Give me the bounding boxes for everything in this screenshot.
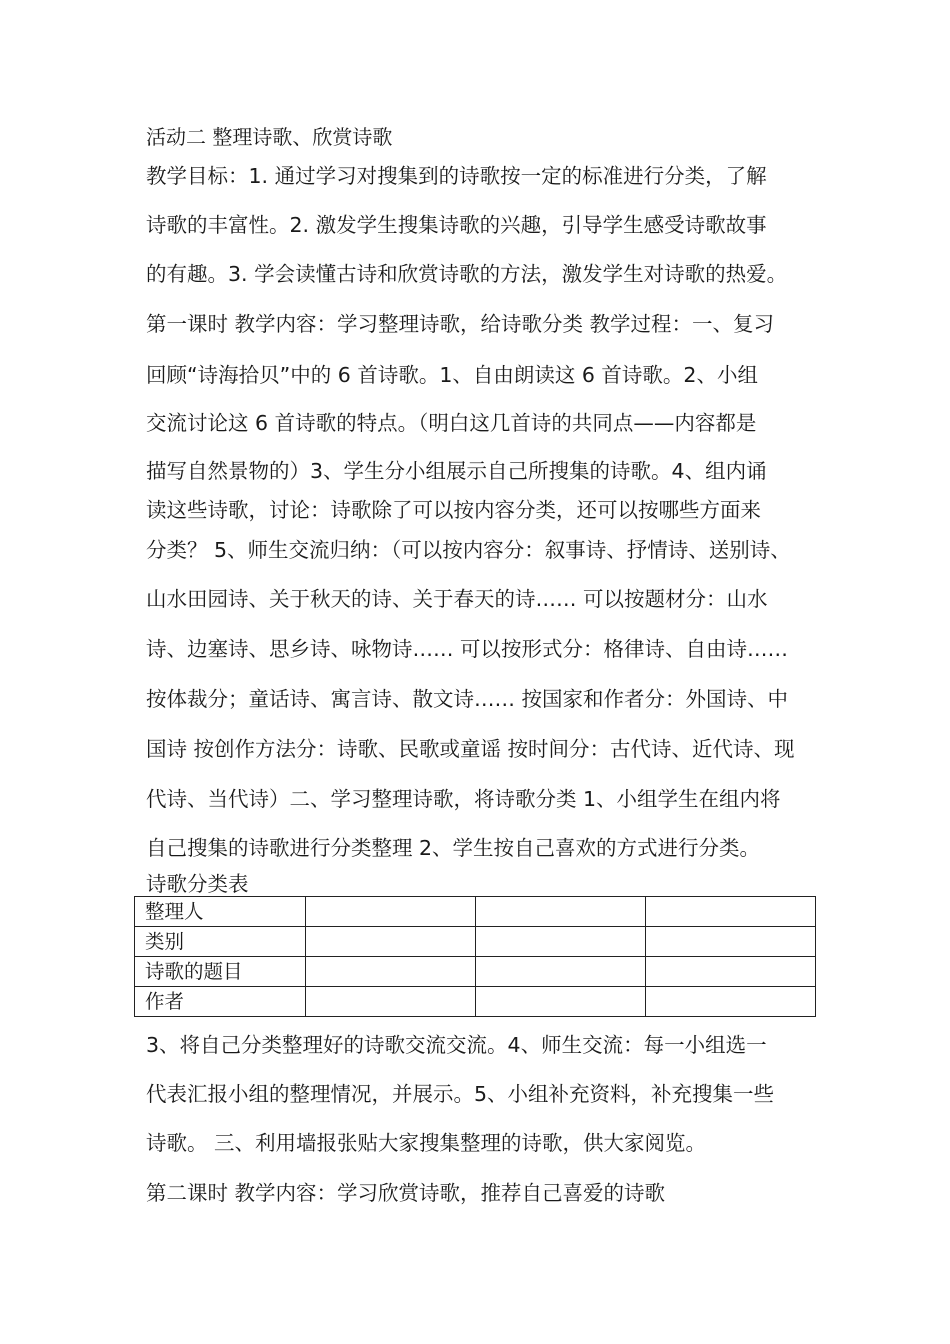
body-line: 诗歌。 三、利用墙报张贴大家搜集整理的诗歌，供大家阅览。	[146, 1131, 707, 1155]
body-line: 诗歌的丰富性。2. 激发学生搜集诗歌的兴趣，引导学生感受诗歌故事	[146, 213, 767, 237]
table-cell	[306, 987, 476, 1017]
body-line: 读这些诗歌，讨论：诗歌除了可以按内容分类，还可以按哪些方面来	[146, 498, 761, 522]
table-cell	[306, 897, 476, 927]
body-line: 回顾“诗海拾贝”中的 6 首诗歌。1、自由朗读这 6 首诗歌。2、小组	[146, 363, 758, 387]
body-line: 山水田园诗、关于秋天的诗、关于春天的诗…… 可以按题材分：山水	[146, 587, 768, 611]
table-cell	[306, 957, 476, 987]
poem-classification-table	[134, 896, 816, 1017]
body-line: 第二课时 教学内容：学习欣赏诗歌，推荐自己喜爱的诗歌	[146, 1181, 666, 1205]
table-row-header: 整理人	[135, 897, 306, 927]
table-cell	[476, 927, 646, 957]
body-line: 按体裁分；童话诗、寓言诗、散文诗…… 按国家和作者分：外国诗、中	[146, 687, 789, 711]
body-line: 教学目标：1. 通过学习对搜集到的诗歌按一定的标准进行分类，了解	[146, 164, 767, 188]
table-cell	[476, 987, 646, 1017]
body-line: 代表汇报小组的整理情况，并展示。5、小组补充资料，补充搜集一些	[146, 1082, 775, 1106]
table-cell	[646, 927, 816, 957]
body-line: 国诗 按创作方法分：诗歌、民歌或童谣 按时间分：古代诗、近代诗、现	[146, 737, 795, 761]
body-line: 3、将自己分类整理好的诗歌交流交流。4、师生交流：每一小组选一	[146, 1033, 767, 1057]
body-line: 代诗、当代诗）二、学习整理诗歌，将诗歌分类 1、小组学生在组内将	[146, 787, 781, 811]
body-line: 分类？ 5、师生交流归纳：（可以按内容分：叙事诗、抒情诗、送别诗、	[146, 538, 791, 562]
table-cell	[476, 957, 646, 987]
body-line: 第一课时 教学内容：学习整理诗歌，给诗歌分类 教学过程：一、复习	[146, 312, 775, 336]
body-line: 自己搜集的诗歌进行分类整理 2、学生按自己喜欢的方式进行分类。	[146, 836, 761, 860]
body-line: 的有趣。3. 学会读懂古诗和欣赏诗歌的方法，激发学生对诗歌的热爱。	[146, 262, 788, 286]
body-line: 诗、边塞诗、思乡诗、咏物诗…… 可以按形式分：格律诗、自由诗……	[146, 637, 789, 661]
table-row	[135, 957, 816, 987]
table-row-header: 诗歌的题目	[135, 957, 306, 987]
body-line: 描写自然景物的）3、学生分小组展示自己所搜集的诗歌。4、组内诵	[146, 459, 767, 483]
table-cell	[646, 957, 816, 987]
table-cell	[646, 987, 816, 1017]
table-caption: 诗歌分类表	[146, 872, 249, 896]
activity-title: 活动二 整理诗歌、欣赏诗歌	[146, 125, 393, 149]
table-cell	[476, 897, 646, 927]
table-row-header: 类别	[135, 927, 306, 957]
table-row-header: 作者	[135, 987, 306, 1017]
table-row	[135, 987, 816, 1017]
table-cell	[646, 897, 816, 927]
table-cell	[306, 927, 476, 957]
body-line: 交流讨论这 6 首诗歌的特点。（明白这几首诗的共同点——内容都是	[146, 411, 757, 435]
table-row	[135, 897, 816, 927]
table-row	[135, 927, 816, 957]
